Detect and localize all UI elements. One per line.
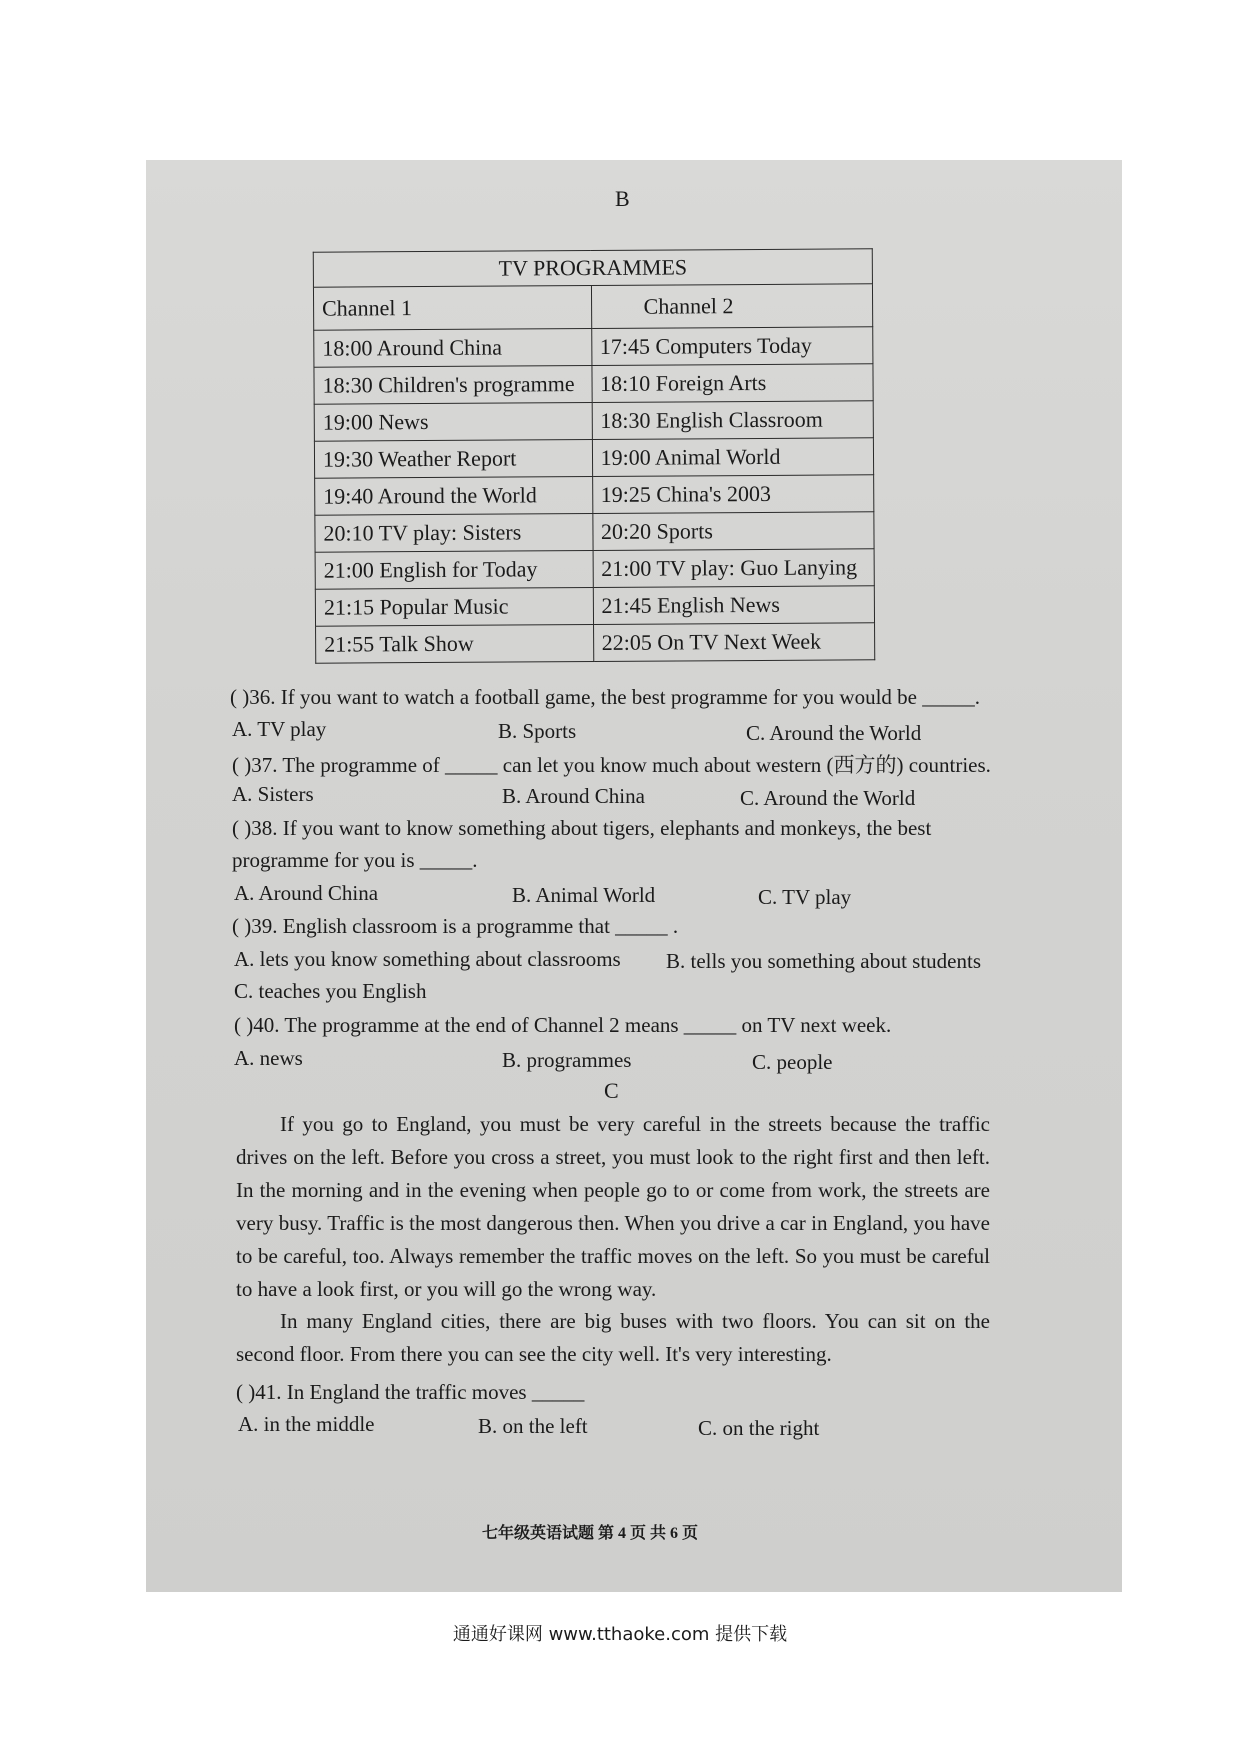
channel-1-programme: 18:00 Around China <box>314 329 592 368</box>
q37-stem: ( )37. The programme of _____ can let you know much about western (西方的) countries. <box>232 753 991 777</box>
q37-option-b: B. Around China <box>502 784 645 808</box>
table-row <box>314 438 873 478</box>
q39-option-a: A. lets you know something about classrooms <box>234 947 621 971</box>
table-row <box>314 401 873 441</box>
channel-1-programme: 19:00 News <box>314 403 592 442</box>
channel-2-programme: 18:10 Foreign Arts <box>591 364 873 403</box>
table-title: TV PROGRAMMES <box>313 249 872 287</box>
q36-stem: ( )36. If you want to watch a football game, the best programme for you would be _____. <box>230 685 980 709</box>
q40-option-a: A. news <box>234 1046 303 1070</box>
q41-option-a: A. in the middle <box>238 1412 375 1436</box>
q36-option-c: C. Around the World <box>746 721 922 745</box>
channel-2-programme: 19:00 Animal World <box>592 438 874 477</box>
channel-2-programme: 21:00 TV play: Guo Lanying <box>593 549 875 588</box>
channel-1-programme: 21:15 Popular Music <box>315 588 593 627</box>
channel-1-header: Channel 1 <box>313 286 591 331</box>
table-row <box>315 549 874 589</box>
channel-2-programme: 21:45 English News <box>593 586 875 625</box>
passage-c-paragraph-1: If you go to England, you must be very careful in the streets because the traffic drives on the left. Before you cross a street, you must look to the right first and then left. In the morning and in the evening when people go to or come from work, the streets are very busy. Traffic is the most dangerous then. When you drive a car in England, you have to be careful, too. Always remember the traffic moves on the left. So you must be careful to have a look first, or you will go the wrong way. <box>236 1112 990 1301</box>
table-row <box>315 475 874 515</box>
channel-2-header: Channel 2 <box>591 284 873 329</box>
q39-stem: ( )39. English classroom is a programme that _____ . <box>232 914 679 938</box>
q40-stem: ( )40. The programme at the end of Channel 2 means _____ on TV next week. <box>234 1013 892 1037</box>
table-row <box>314 327 873 367</box>
q41-option-c: C. on the right <box>698 1416 820 1440</box>
q38-option-a: A. Around China <box>234 881 379 905</box>
channel-2-programme: 22:05 On TV Next Week <box>593 623 875 662</box>
q38-stem-line2: programme for you is _____. <box>232 848 478 872</box>
channel-1-programme: 20:10 TV play: Sisters <box>315 514 593 553</box>
q37-option-c: C. Around the World <box>740 786 916 810</box>
q38-option-b: B. Animal World <box>512 883 656 907</box>
q41-stem: ( )41. In England the traffic moves _____ <box>236 1380 585 1404</box>
channel-1-programme: 19:40 Around the World <box>315 477 593 516</box>
table-row <box>316 623 875 663</box>
passage-c-paragraph-2: In many England cities, there are big buses with two floors. You can sit on the second floor. From there you can see the city well. It's very interesting. <box>236 1309 990 1366</box>
channel-2-programme: 18:30 English Classroom <box>592 401 874 440</box>
channel-1-programme: 19:30 Weather Report <box>314 440 592 479</box>
q39-option-b: B. tells you something about students <box>666 949 981 973</box>
q39-option-c: C. teaches you English <box>234 979 427 1003</box>
channel-1-programme: 21:00 English for Today <box>315 551 593 590</box>
q36-option-b: B. Sports <box>498 719 577 743</box>
table-row <box>315 586 874 626</box>
q41-option-b: B. on the left <box>478 1414 588 1438</box>
channel-1-programme: 21:55 Talk Show <box>316 625 594 664</box>
channel-2-programme: 17:45 Computers Today <box>591 327 873 366</box>
section-c-heading: C <box>604 1078 619 1103</box>
q40-option-b: B. programmes <box>502 1048 632 1072</box>
tv-programmes-table <box>313 248 876 663</box>
q40-option-c: C. people <box>752 1050 833 1074</box>
section-b-heading: B <box>615 186 630 211</box>
q37-option-a: A. Sisters <box>232 782 314 806</box>
source-watermark-line: 通通好课网 www.tthaoke.com 提供下载 <box>452 1624 788 1645</box>
channel-1-programme: 18:30 Children's programme <box>314 366 592 405</box>
q38-option-c: C. TV play <box>758 885 852 909</box>
table-row <box>314 364 873 404</box>
channel-2-programme: 19:25 China's 2003 <box>592 475 874 514</box>
q36-option-a: A. TV play <box>232 717 327 741</box>
q38-stem-line1: ( )38. If you want to know something about tigers, elephants and monkeys, the best <box>232 816 932 840</box>
page-footer: 七年级英语试题 第 4 页 共 6 页 <box>482 1525 699 1542</box>
exam-page-photo <box>146 160 1122 1592</box>
table-row <box>315 512 874 552</box>
channel-2-programme: 20:20 Sports <box>592 512 874 551</box>
